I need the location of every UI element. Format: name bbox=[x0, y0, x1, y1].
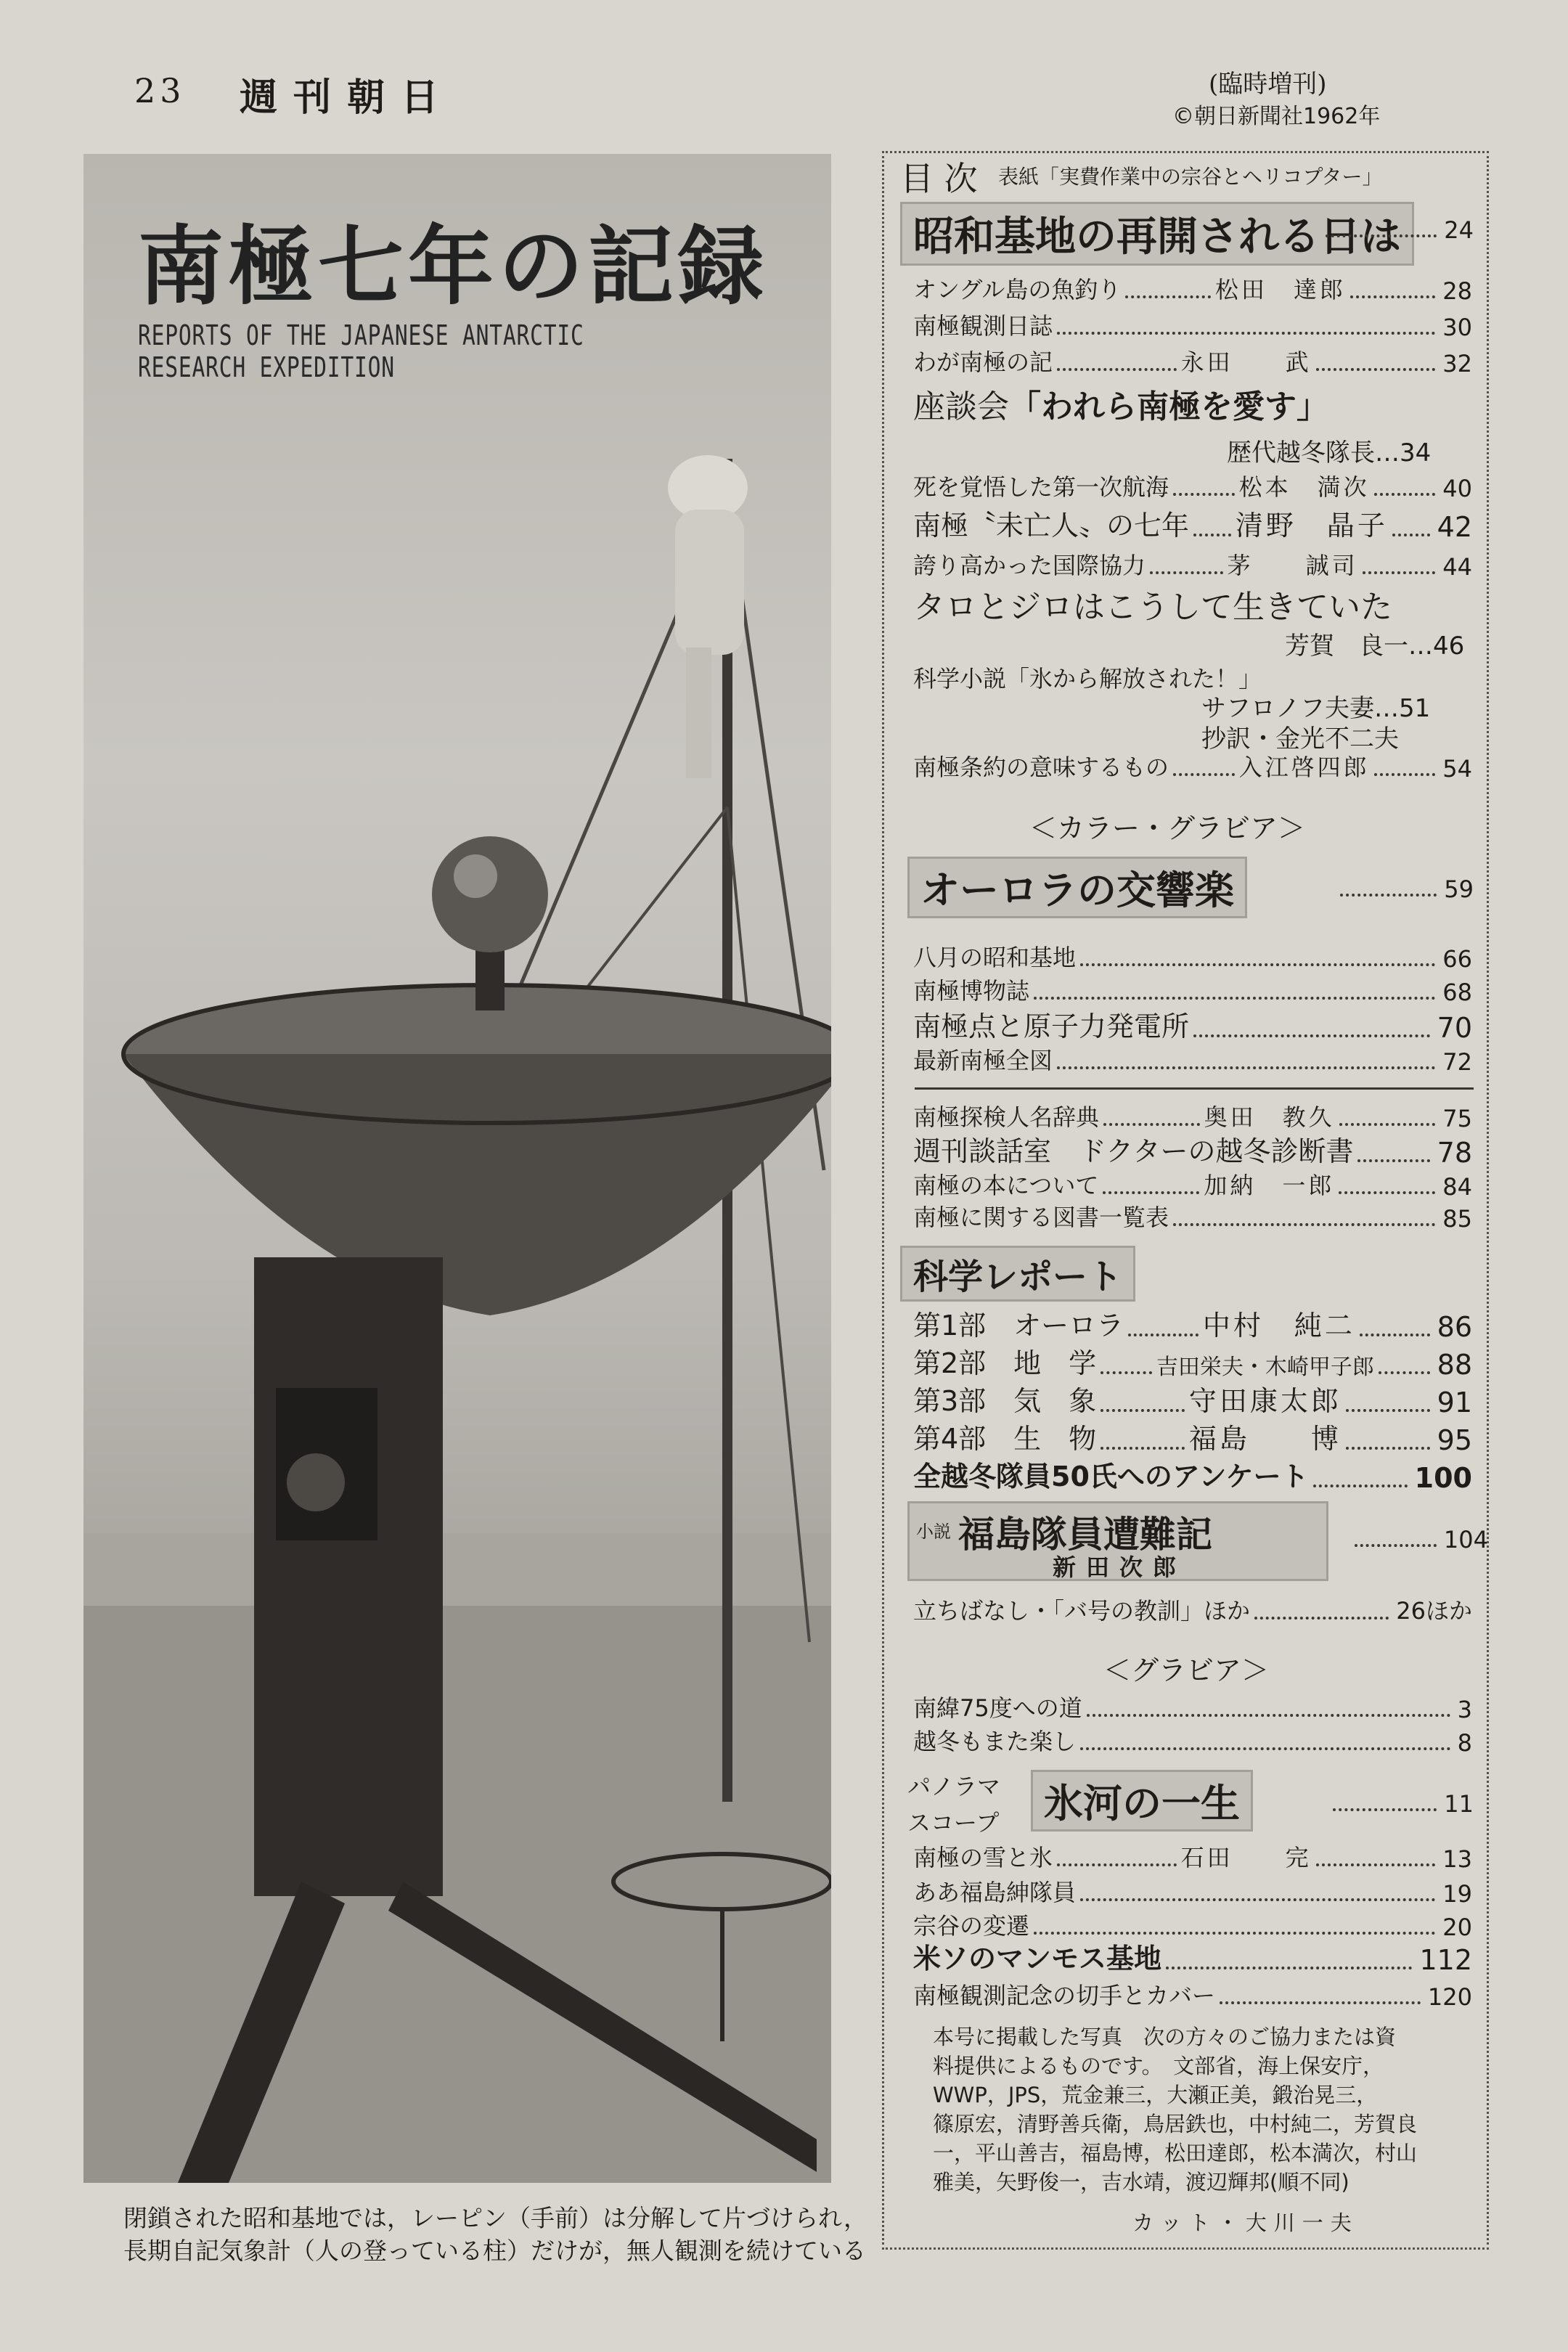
toc-item: 南極点と原子力発電所 70 bbox=[913, 1010, 1472, 1044]
toc-item: 南極観測記念の切手とカバー 120 bbox=[913, 1982, 1472, 2011]
toc-item: 南極の雪と氷 石田 完 13 bbox=[913, 1844, 1472, 1873]
toc-item: わが南極の記 永田 武 32 bbox=[913, 348, 1472, 377]
credits-line: 雅美，矢野俊一，吉水靖，渡辺輝邦(順不同) bbox=[933, 2170, 1349, 2194]
fukushima-author: 新田次郎 bbox=[1053, 1553, 1187, 1581]
credits-line: 本号に掲載した写真 次の方々のご協力または資 bbox=[933, 2025, 1397, 2049]
novel-row: 科学小説「氷から解放された！」 bbox=[913, 665, 1262, 693]
cut-credit: カット・大川一夫 bbox=[1132, 2210, 1359, 2235]
toc-item: 南極博物誌 68 bbox=[913, 977, 1472, 1006]
toc-item: 南極〝未亡人〟の七年 清野 晶子 42 bbox=[913, 510, 1473, 543]
aurora-title: オーロラの交響楽 bbox=[907, 857, 1247, 918]
toc-item: オングル島の魚釣り 松田 達郎 28 bbox=[913, 276, 1473, 305]
magazine-title: 週刊朝日 bbox=[240, 75, 455, 120]
panorama-label2: スコープ bbox=[907, 1809, 1000, 1837]
edition-label: (臨時増刊) bbox=[1209, 70, 1327, 99]
credits-line: 料提供によるものです。 文部省，海上保安庁， bbox=[933, 2054, 1384, 2078]
symposium-author: 歴代越冬隊長…34 bbox=[1227, 438, 1432, 467]
toc-item: 宗谷の変遷 20 bbox=[913, 1912, 1472, 1941]
ornament-divider bbox=[915, 1087, 1474, 1090]
toc-item: 南極に関する図書一覧表 85 bbox=[913, 1204, 1472, 1233]
photo-title: 南極七年の記録 bbox=[138, 216, 769, 317]
panorama-label1: パノラマ bbox=[907, 1773, 1001, 1800]
fukushima-page-row: 104 bbox=[1350, 1522, 1488, 1553]
cover-photo bbox=[83, 154, 831, 2183]
photo-illustration bbox=[83, 154, 831, 2183]
credits-line: 篠原宏，清野善兵衛，鳥居鉄也，中村純二，芳賀良 bbox=[933, 2112, 1418, 2136]
photo-caption-line2: 長期自記気象計（人の登っている柱）だけが，無人観測を続けている bbox=[123, 2237, 866, 2265]
toc-item: 立ちばなし・「バ号の教訓」ほか 26ほか bbox=[913, 1597, 1472, 1625]
toc-item: 南極探検人名辞典 奥田 教久 75 bbox=[913, 1103, 1472, 1132]
color-gravure-heading: ＜カラー・グラビア＞ bbox=[1029, 812, 1306, 844]
page-number: 23 bbox=[134, 71, 186, 110]
toc-item: 誇り高かった国際協力 茅 誠司 44 bbox=[913, 552, 1472, 581]
feature-page: 24 bbox=[1444, 216, 1474, 244]
gravure-heading: ＜グラビア＞ bbox=[1103, 1654, 1270, 1686]
fukushima-title: 福島隊員遭難記 bbox=[958, 1514, 1212, 1556]
toc-item: 第3部 気 象 守田康太郎 91 bbox=[913, 1385, 1472, 1418]
toc-item: 越冬もまた楽し 8 bbox=[913, 1728, 1472, 1757]
novel-tag: 小説 bbox=[916, 1522, 951, 1542]
taro-row: タロとジロはこうして生きていた bbox=[913, 589, 1392, 626]
toc-item: ああ福島紳隊員 19 bbox=[913, 1879, 1472, 1908]
toc-item: 米ソのマンモス基地 112 bbox=[913, 1943, 1472, 1976]
feature-title: 昭和基地の再開される日は bbox=[900, 202, 1414, 266]
toc-item: 第4部 生 物 福島 博 95 bbox=[913, 1423, 1472, 1456]
toc-item: 死を覚悟した第一次航海 松本 満次 40 bbox=[913, 473, 1472, 502]
toc-item: 最新南極全図 72 bbox=[913, 1047, 1472, 1076]
toc-item: 週刊談話室 ドクターの越冬診断書 78 bbox=[913, 1135, 1472, 1169]
taro-author: 芳賀 良一…46 bbox=[1285, 632, 1465, 661]
toc-item: 第1部 オーロラ 中村 純二 86 bbox=[913, 1310, 1472, 1343]
toc-heading: 目 次 bbox=[900, 159, 978, 198]
copyright-notice: ©朝日新聞社1962年 bbox=[1172, 104, 1381, 129]
feature-page-row bbox=[1321, 212, 1474, 244]
novel-author2: 抄訳・金光不二夫 bbox=[1201, 724, 1399, 754]
photo-caption-line1: 閉鎖された昭和基地では，レーピン（手前）は分解して片づけられ， bbox=[123, 2204, 867, 2232]
toc-item: 南極条約の意味するもの 入江啓四郎 54 bbox=[913, 754, 1472, 783]
aurora-page-row: 59 bbox=[1336, 871, 1474, 903]
credits-line: WWP，JPS，荒金兼三，大瀬正美，鍛治晃三， bbox=[933, 2083, 1378, 2107]
glacier-title: 氷河の一生 bbox=[1031, 1770, 1253, 1832]
credits-line: 一，平山善吉，福島博，松田達郎，松本満次，村山 bbox=[933, 2141, 1418, 2165]
glacier-page-row: 11 bbox=[1328, 1786, 1474, 1818]
toc-cover-note: 表紙「実費作業中の宗谷とヘリコプター」 bbox=[998, 165, 1383, 189]
fukushima-panel bbox=[907, 1501, 1328, 1581]
toc-item: 第2部 地 学 吉田栄夫・木崎甲子郎 88 bbox=[913, 1347, 1473, 1381]
toc-item: 全越冬隊員50氏へのアンケート 100 bbox=[913, 1461, 1472, 1494]
toc-item: 南緯75度への道 3 bbox=[913, 1694, 1472, 1723]
toc-item: 八月の昭和基地 66 bbox=[913, 944, 1472, 973]
toc-item: 南極観測日誌 30 bbox=[913, 312, 1472, 341]
photo-subtitle: REPORTS OF THE JAPANESE ANTARCTIC RESEARCH EXPEDITION bbox=[138, 319, 584, 383]
novel-author1: サフロノフ夫妻…51 bbox=[1201, 694, 1431, 723]
symposium-row: 座談会 「われら南極を愛す」 bbox=[913, 388, 1328, 425]
science-report-heading: 科学レポート bbox=[900, 1246, 1135, 1302]
toc-item: 南極の本について 加納 一郎 84 bbox=[913, 1172, 1473, 1201]
